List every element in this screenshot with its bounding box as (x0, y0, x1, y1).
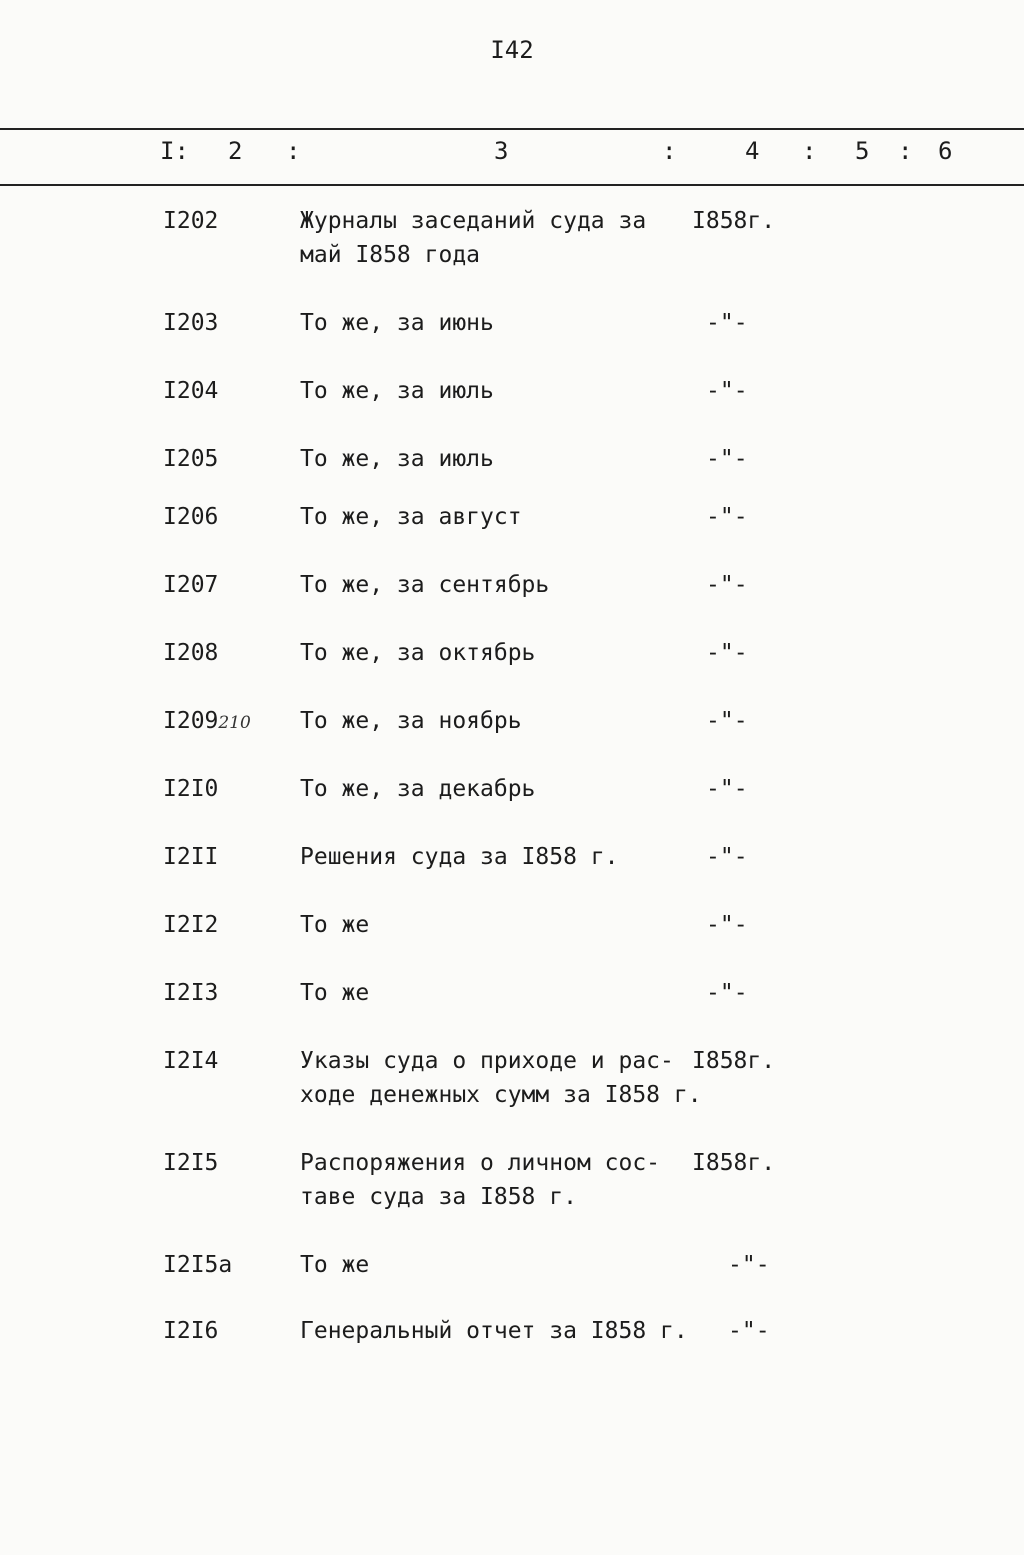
ditto-mark: -"- (706, 708, 748, 734)
ditto-mark: -"- (706, 640, 748, 666)
item-title (300, 772, 700, 806)
item-title-line: То же, за ноябрь (300, 708, 522, 734)
item-title (300, 1314, 700, 1348)
ditto-mark: -"- (706, 844, 748, 870)
header-top-rule (0, 128, 1024, 130)
item-title (300, 500, 700, 534)
item-number: I2I0 (163, 776, 219, 802)
item-title (300, 1044, 700, 1112)
header-bottom-rule (0, 184, 1024, 186)
item-title (300, 976, 700, 1010)
item-date: I858г. (692, 1150, 776, 1176)
item-title-line: То же, за июнь (300, 310, 494, 336)
item-number-text: I209 (163, 708, 219, 734)
item-number: I2I6 (163, 1318, 219, 1344)
item-title-line: ходе денежных сумм за I858 г. (300, 1082, 702, 1108)
ditto-mark: -"- (706, 572, 748, 598)
ditto-mark: -"- (706, 776, 748, 802)
ditto-mark: -"- (706, 504, 748, 530)
column-header-5: 5 (855, 137, 870, 165)
column-separator: : (898, 137, 913, 165)
item-title (300, 840, 700, 874)
item-number: I2I2 (163, 912, 219, 938)
ditto-mark: -"- (706, 912, 748, 938)
item-title (300, 306, 700, 340)
item-number: I2I5а (163, 1252, 233, 1278)
handwritten-annotation: 210 (218, 713, 251, 733)
item-date: I858г. (692, 208, 776, 234)
item-title-line: Указы суда о приходе и рас- (300, 1048, 674, 1074)
item-number: I2II (163, 844, 219, 870)
item-number: I203 (163, 310, 219, 336)
ditto-mark: -"- (706, 378, 748, 404)
item-title (300, 1248, 700, 1282)
item-number: I2I3 (163, 980, 219, 1006)
item-title-line: Распоряжения о личном сос- (300, 1150, 661, 1176)
ditto-mark: -"- (706, 446, 748, 472)
column-separator: : (802, 137, 817, 165)
column-header-4: 4 (745, 137, 760, 165)
ditto-mark: -"- (728, 1318, 770, 1344)
item-title-line: Решения суда за I858 г. (300, 844, 619, 870)
column-header-6: 6 (938, 137, 953, 165)
item-title (300, 636, 700, 670)
item-title-line: То же (300, 912, 370, 938)
item-number: I208 (163, 640, 219, 666)
item-title-line: То же, за декабрь (300, 776, 536, 802)
item-number: I206 (163, 504, 219, 530)
ditto-mark: -"- (706, 980, 748, 1006)
ditto-mark: -"- (706, 310, 748, 336)
item-title-line: май I858 года (300, 242, 481, 268)
item-title-line: То же, за июль (300, 446, 494, 472)
item-number: I202 (163, 208, 219, 234)
item-title-line: Генеральный отчет за I858 г. (300, 1318, 688, 1344)
column-header-1: I: (160, 137, 189, 165)
item-number (163, 704, 251, 740)
column-header-3: 3 (494, 137, 509, 165)
column-separator: : (662, 137, 677, 165)
item-title (300, 704, 700, 738)
item-number: I2I5 (163, 1150, 219, 1176)
item-title (300, 442, 700, 476)
column-separator: : (286, 137, 301, 165)
item-number: I205 (163, 446, 219, 472)
page-number: I42 (490, 36, 534, 64)
item-title (300, 204, 700, 272)
item-title-line: То же (300, 1252, 370, 1278)
item-number: I204 (163, 378, 219, 404)
item-title-line: То же, за сентябрь (300, 572, 550, 598)
item-title (300, 568, 700, 602)
item-title-line: То же, за август (300, 504, 522, 530)
item-title-line: То же, за октябрь (300, 640, 536, 666)
item-title (300, 908, 700, 942)
item-title (300, 1146, 700, 1214)
item-date: I858г. (692, 1048, 776, 1074)
item-title-line: Журналы заседаний суда за (300, 208, 647, 234)
item-title-line: То же, за июль (300, 378, 494, 404)
item-title-line: таве суда за I858 г. (300, 1184, 577, 1210)
ditto-mark: -"- (728, 1252, 770, 1278)
item-title (300, 374, 700, 408)
column-header-2: 2 (228, 137, 243, 165)
item-number: I2I4 (163, 1048, 219, 1074)
item-title-line: То же (300, 980, 370, 1006)
item-number: I207 (163, 572, 219, 598)
